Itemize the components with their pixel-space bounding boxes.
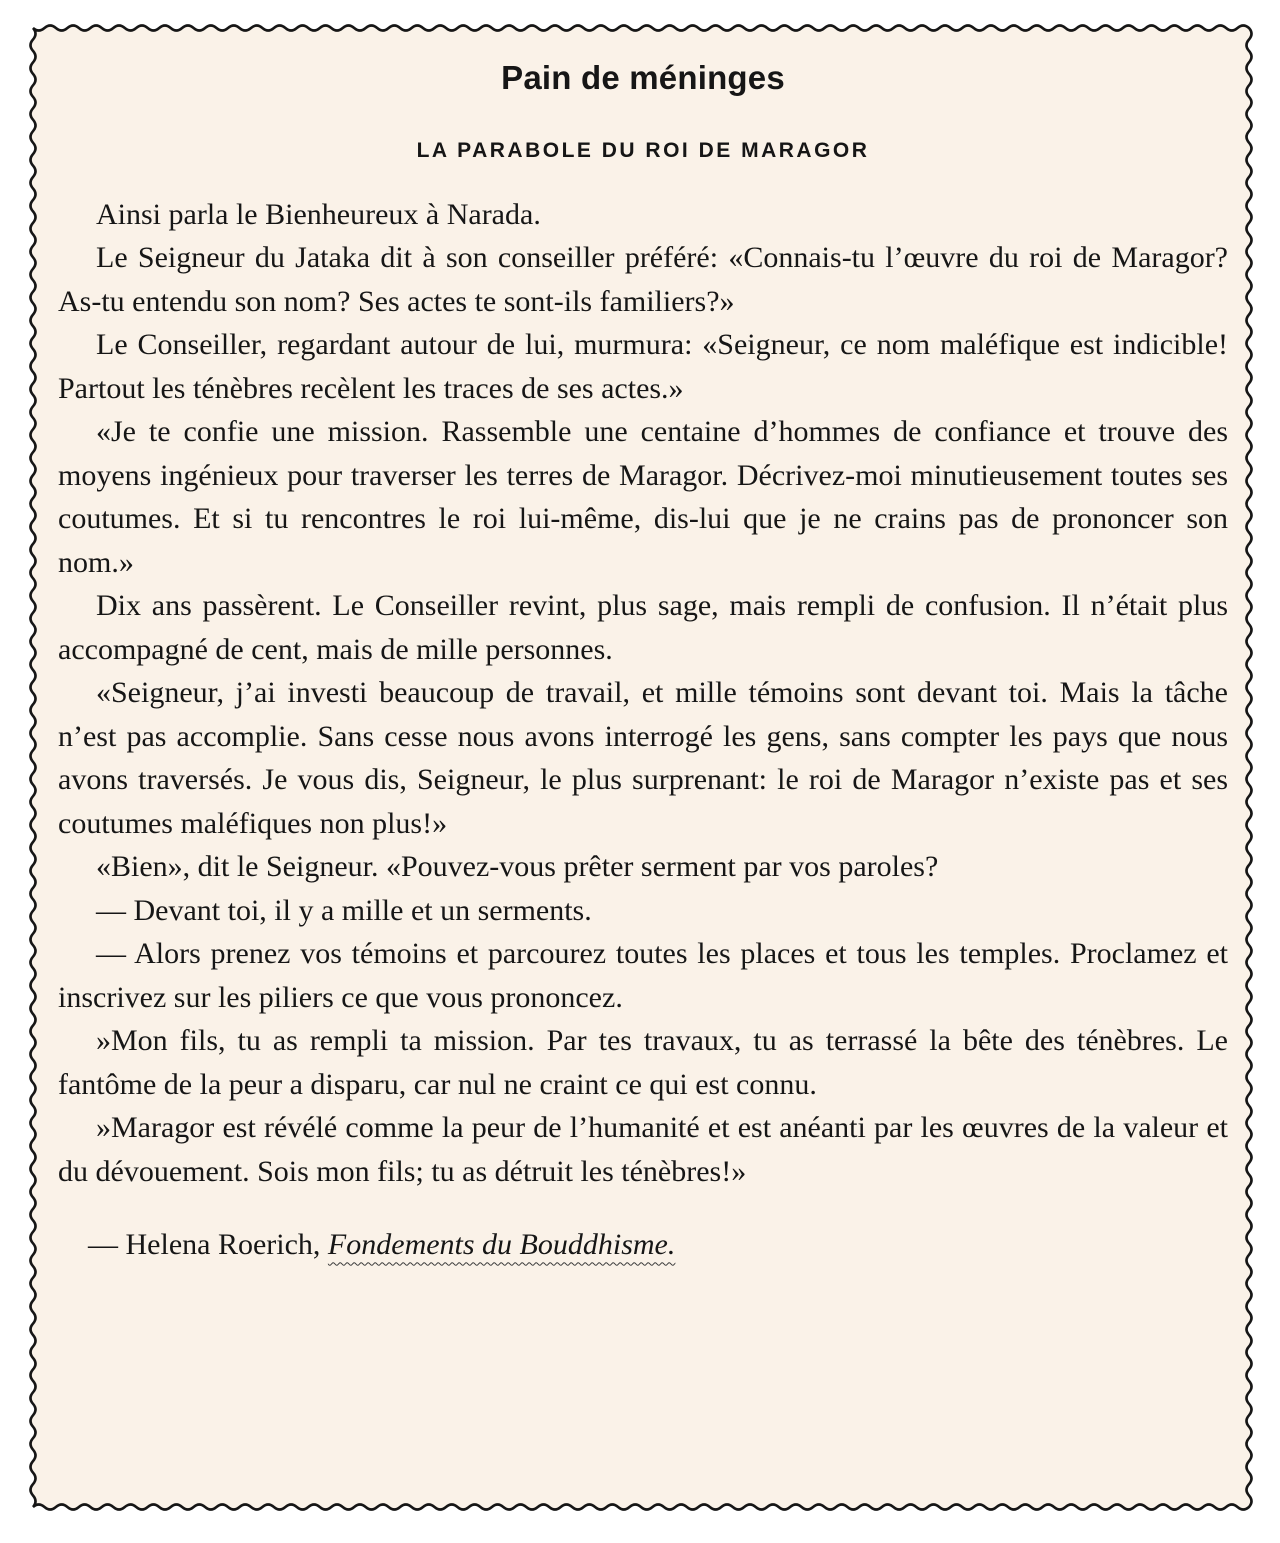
page-title: Pain de méninges	[501, 59, 785, 96]
attribution-author: — Helena Roerich,	[88, 1228, 328, 1262]
paragraph: — Devant toi, il y a mille et un serments.	[96, 893, 592, 927]
paragraph: «Bien», dit le Seigneur. «Pouvez-vous prêter serment par vos paroles?	[96, 850, 939, 884]
paragraph: »Maragor est révélé comme la peur de l’humanité et est anéanti par les œuvres de la valeur et du dévouement. Sois mon fils; tu as détruit les ténèbres!»	[58, 1111, 1228, 1188]
parable-text	[58, 193, 1228, 1194]
paragraph: Dix ans passèrent. Le Conseiller revint, plus sage, mais rempli de confusion. Il n’était plus accompagné de cent, mais de mille personnes.	[58, 589, 1228, 666]
attribution	[58, 1223, 1228, 1267]
section-heading: LA PARABOLE DU ROI DE MARAGOR	[416, 138, 870, 162]
document-body	[58, 58, 1228, 1267]
paragraph: «Seigneur, j’ai investi beaucoup de travail, et mille témoins sont devant toi. Mais la tâche n’est pas accomplie. Sans cesse nous avons interrogé les gens, sans compter les pays que nous avons traversés. Je vous dis, Seigneur, le plus surprenant: le roi de Maragor n’existe pas et ses coutumes maléfiques non plus!»	[58, 676, 1228, 840]
paragraph: Le Conseiller, regardant autour de lui, murmura: «Seigneur, ce nom maléfique est indicible! Partout les ténèbres recèlent les traces de ses actes.»	[58, 328, 1228, 405]
paragraph: «Je te confie une mission. Rassemble une centaine d’hommes de confiance et trouve des moyens ingénieux pour traverser les terres de Maragor. Décrivez-moi minutieusement toutes ses coutumes. Et si tu rencontres le roi lui-même, dis-lui que je ne crains pas de prononcer son nom.»	[58, 415, 1228, 579]
paragraph: Ainsi parla le Bienheureux à Narada.	[96, 197, 541, 231]
paragraph: »Mon fils, tu as rempli ta mission. Par tes travaux, tu as terrassé la bête des ténèbres. Le fantôme de la peur a disparu, car nul ne craint ce qui est connu.	[58, 1024, 1228, 1101]
attribution-book-title: Fondements du Bouddhisme.	[327, 1228, 676, 1262]
paragraph: — Alors prenez vos témoins et parcourez toutes les places et tous les temples. Proclamez et inscrivez sur les piliers ce que vous prononcez.	[58, 937, 1228, 1014]
paragraph: Le Seigneur du Jataka dit à son conseiller préféré: «Connais-tu l’œuvre du roi de Maragor? As-tu entendu son nom? Ses actes te sont-ils familiers?»	[58, 241, 1228, 318]
